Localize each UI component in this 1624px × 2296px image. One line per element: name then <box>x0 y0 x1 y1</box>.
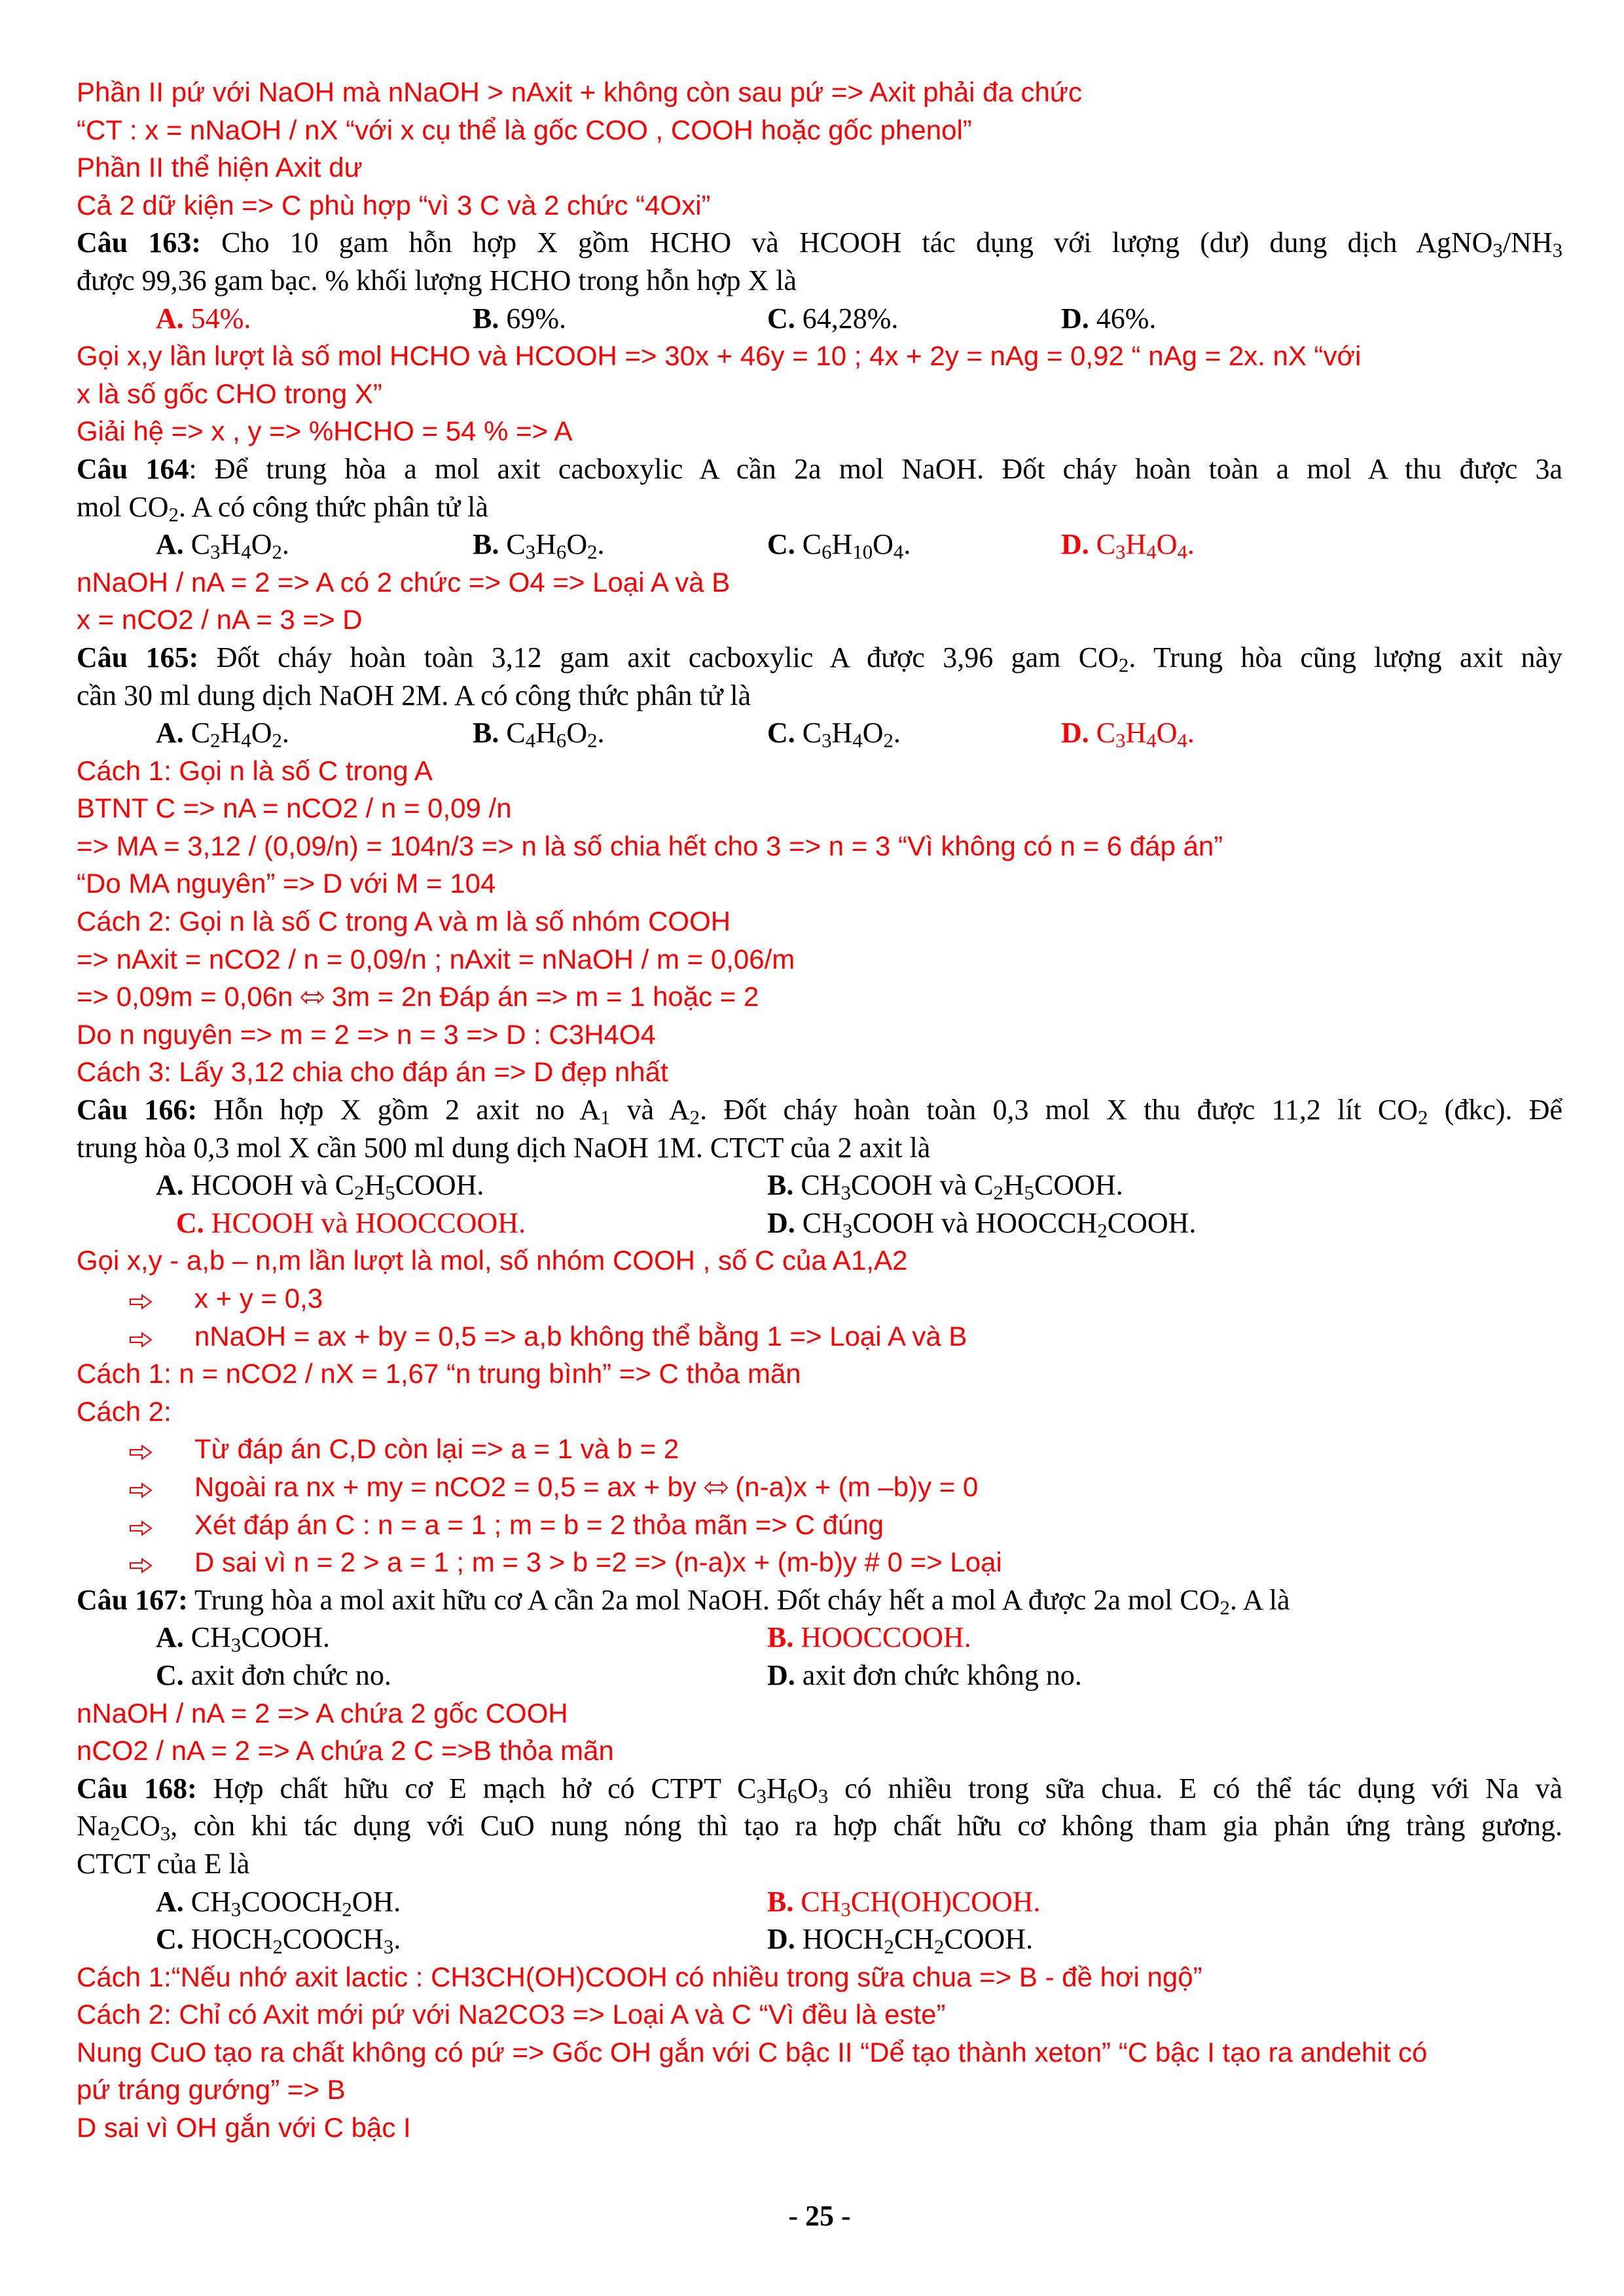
solution-line: D sai vì OH gắn với C bậc I <box>77 2112 411 2144</box>
option-a: A. $CH_3COOH$. <box>156 1621 330 1657</box>
question-168: Câu 168: Hợp chất hữu cơ E mạch hở có CTPT $C_3H_6O_3$ có nhiều trong sữa chua. E có thể tác dụng với Na và <box>77 1772 1562 1808</box>
solution-line: Nung CuO tạo ra chất không có pứ => Gốc OH gắn với C bậc II “Dể tạo thành xeton” “C bậc I tạo ra andehit có <box>77 2036 1428 2068</box>
option-b: B. $CH_3CH(OH)COOH$. <box>767 1885 1041 1921</box>
option-c: C. $HOCH_2COOCH_3$. <box>156 1923 401 1958</box>
option-d: D. $C_3H_4O_4$. <box>1061 528 1195 564</box>
option-b: B. $CH_3COOH$ và $C_2H_5COOH$. <box>767 1169 1123 1204</box>
solution-line: Cả 2 dữ kiện => C phù hợp “vì 3 C và 2 chức “4Oxi” <box>77 189 711 221</box>
question-163-cont: được 99,36 gam bạc. % khối lượng HCHO trong hỗn hợp X là <box>77 264 797 296</box>
option-c: C. axit đơn chức no. <box>156 1659 391 1691</box>
question-number: Câu 165: <box>77 641 199 673</box>
option-d: D. axit đơn chức không no. <box>767 1659 1082 1691</box>
question-165: Câu 165: Đốt cháy hoàn toàn 3,12 gam axit cacboxylic A được 3,96 gam $CO_2$. Trung hòa cũng lượng axit này <box>77 641 1562 677</box>
arrow-bullet-icon <box>129 1557 153 1574</box>
solution-line: Cách 2: <box>77 1395 171 1427</box>
question-167: Câu 167: Trung hòa a mol axit hữu cơ A cần 2a mol NaOH. Đốt cháy hết a mol A được 2a mol $CO_2$. A là <box>77 1583 1290 1619</box>
double-arrow-icon <box>704 1479 728 1496</box>
option-a: A. $CH_3COOCH_2OH$. <box>156 1885 401 1921</box>
solution-line: Phần II thể hiện Axit dư <box>77 152 363 183</box>
document-page <box>77 73 1562 2233</box>
arrow-bullet-icon <box>129 1444 153 1461</box>
solution-line: Cách 1: Gọi n là số C trong A <box>77 755 433 786</box>
solution-line: nNaOH / nA = 2 => A có 2 chức => O4 => Loại A và B <box>77 566 731 598</box>
options-165 <box>77 714 1562 752</box>
question-number: Câu 164 <box>77 452 189 485</box>
option-b: B. HOOCCOOH. <box>767 1621 971 1654</box>
double-arrow-icon <box>300 989 324 1006</box>
solution-line: => MA = 3,12 / (0,09/n) = 104n/3 => n là số chia hết cho 3 => n = 3 “Vì không có n = 6 đáp án” <box>77 830 1223 861</box>
question-number: Câu 168: <box>77 1772 197 1804</box>
question-number: Câu 166: <box>77 1094 198 1126</box>
option-c: C. 64,28%. <box>767 302 899 334</box>
solution-line: Gọi x,y lần lượt là số mol HCHO và HCOOH => 30x + 46y = 10 ; 4x + 2y = nAg = 0,92 “ nAg = 2x. nX “với <box>77 340 1362 372</box>
question-164: Câu 164: Để trung hòa a mol axit cacboxylic A cần 2a mol NaOH. Đốt cháy hoàn toàn a mol A thu được 3a <box>77 452 1562 485</box>
option-b: B. 69%. <box>473 302 567 334</box>
solution-line: x là số gốc CHO trong X” <box>77 378 382 409</box>
solution-bullet: Ngoài ra nx + my = nCO2 = 0,5 = ax + by (n-a)x + (m –b)y = 0 <box>77 1468 1562 1506</box>
arrow-bullet-icon <box>129 1520 153 1537</box>
options-164 <box>77 526 1562 564</box>
solution-line: Phần II pứ với NaOH mà nNaOH > nAxit + không còn sau pứ => Axit phải đa chức <box>77 77 1083 107</box>
option-b: B. $C_3H_6O_2$. <box>473 528 605 564</box>
arrow-bullet-icon <box>129 1482 153 1499</box>
question-163: Câu 163: Cho 10 gam hỗn hợp X gồm HCHO và HCOOH tác dụng với lượng (dư) dung dịch $AgNO_3/NH_3$ <box>77 226 1562 262</box>
arrow-bullet-icon <box>129 1331 153 1348</box>
option-b: B. $C_4H_6O_2$. <box>473 717 605 752</box>
solution-line: Cách 2: Gọi n là số C trong A và m là số nhóm COOH <box>77 906 731 937</box>
option-a: A. $C_3H_4O_2$. <box>156 528 289 564</box>
options-166-row2 <box>77 1204 1562 1242</box>
option-d: D. $HOCH_2CH_2COOH$. <box>767 1923 1034 1958</box>
option-a: A. $C_2H_4O_2$. <box>156 717 289 752</box>
solution-line: Cách 1: n = nCO2 / nX = 1,67 “n trung bình” => C thỏa mãn <box>77 1358 801 1390</box>
question-number: Câu 163: <box>77 226 202 259</box>
solution-bullet: Từ đáp án C,D còn lại => a = 1 và b = 2 <box>77 1430 1562 1468</box>
option-c: C. $C_3H_4O_2$. <box>767 717 901 752</box>
solution-line: nCO2 / nA = 2 => A chứa 2 C =>B thỏa mãn <box>77 1735 614 1767</box>
options-168-row1 <box>77 1883 1562 1921</box>
options-166-row1 <box>77 1166 1562 1204</box>
solution-line: Gọi x,y - a,b – n,m lần lượt là mol, số nhóm COOH , số C của A1,A2 <box>77 1245 908 1276</box>
question-165-cont: cần 30 ml dung dịch NaOH 2M. A có công thức phân tử là <box>77 679 751 711</box>
solution-line: Do n nguyên => m = 2 => n = 3 => D : C3H4O4 <box>77 1018 656 1050</box>
solution-line: Cách 2: Chỉ có Axit mới pứ với Na2CO3 => Loại A và C “Vì đều là este” <box>77 1999 946 2030</box>
option-d: D. $C_3H_4O_4$. <box>1061 717 1195 752</box>
option-d: D. $CH_3COOH$ và $HOOCCH_2COOH$. <box>767 1206 1197 1242</box>
solution-line: => nAxit = nCO2 / n = 0,09/n ; nAxit = nNaOH / m = 0,06/m <box>77 943 795 975</box>
solution-line: x = nCO2 / nA = 3 => D <box>77 604 363 636</box>
options-168-row2 <box>77 1920 1562 1958</box>
option-a: A. HCOOH và $C_2H_5COOH$. <box>156 1169 484 1204</box>
question-166-cont: trung hòa 0,3 mol X cần 500 ml dung dịch NaOH 1M. CTCT của 2 axit là <box>77 1131 931 1164</box>
solution-line: Cách 1:“Nếu nhớ axit lactic : CH3CH(OH)COOH có nhiều trong sữa chua => B - đề hơi ngộ” <box>77 1961 1202 1992</box>
option-c: C. HCOOH và HOOCCOOH. <box>176 1206 526 1239</box>
solution-line: nNaOH / nA = 2 => A chứa 2 gốc COOH <box>77 1697 568 1729</box>
solution-bullet: D sai vì n = 2 > a = 1 ; m = 3 > b =2 => (n-a)x + (m-b)y # 0 => Loại <box>77 1543 1562 1581</box>
options-163 <box>77 300 1562 338</box>
question-number: Câu 167: <box>77 1583 188 1616</box>
solution-line: “CT : x = nNaOH / nX “với x cụ thể là gốc COO , COOH hoặc gốc phenol” <box>77 114 972 145</box>
option-d: D. 46%. <box>1061 302 1157 334</box>
question-168-cont: $Na_2CO_3$, còn khi tác dụng với CuO nung nóng thì tạo ra hợp chất hữu cơ không tham gia phản ứng tràng gương. <box>77 1810 1562 1845</box>
options-167-row2 <box>77 1657 1562 1695</box>
solution-bullet: Xét đáp án C : n = a = 1 ; m = b = 2 thỏa mãn => C đúng <box>77 1506 1562 1544</box>
page-number: - 25 - <box>788 2200 851 2232</box>
option-a: A. 54%. <box>156 302 251 334</box>
arrow-bullet-icon <box>129 1293 153 1310</box>
solution-bullet: nNaOH = ax + by = 0,5 => a,b không thể bằng 1 => Loại A và B <box>77 1318 1562 1355</box>
solution-bullet: x + y = 0,3 <box>77 1280 1562 1318</box>
solution-line: Cách 3: Lấy 3,12 chia cho đáp án => D đẹp nhất <box>77 1056 668 1088</box>
solution-line: Giải hệ => x , y => %HCHO = 54 % => A <box>77 416 573 447</box>
options-167-row1 <box>77 1619 1562 1657</box>
solution-line: => 0,09m = 0,06n 3m = 2n Đáp án => m = 1 hoặc = 2 <box>77 981 759 1013</box>
solution-line: pứ tráng gướng” => B <box>77 2074 346 2106</box>
option-c: C. $C_6H_{10}O_4$. <box>767 528 911 564</box>
solution-line: “Do MA nguyên” => D với M = 104 <box>77 868 496 899</box>
solution-line: BTNT C => nA = nCO2 / n = 0,09 /n <box>77 793 512 824</box>
question-168-cont: CTCT của E là <box>77 1847 250 1880</box>
question-166: Câu 166: Hỗn hợp X gồm 2 axit no $A_1$ và $A_2$. Đốt cháy hoàn toàn 0,3 mol X thu được 11,2 lít $CO_2$ (đkc). Để <box>77 1094 1562 1129</box>
question-164-cont: mol $CO_2$. A có công thức phân tử là <box>77 490 488 526</box>
